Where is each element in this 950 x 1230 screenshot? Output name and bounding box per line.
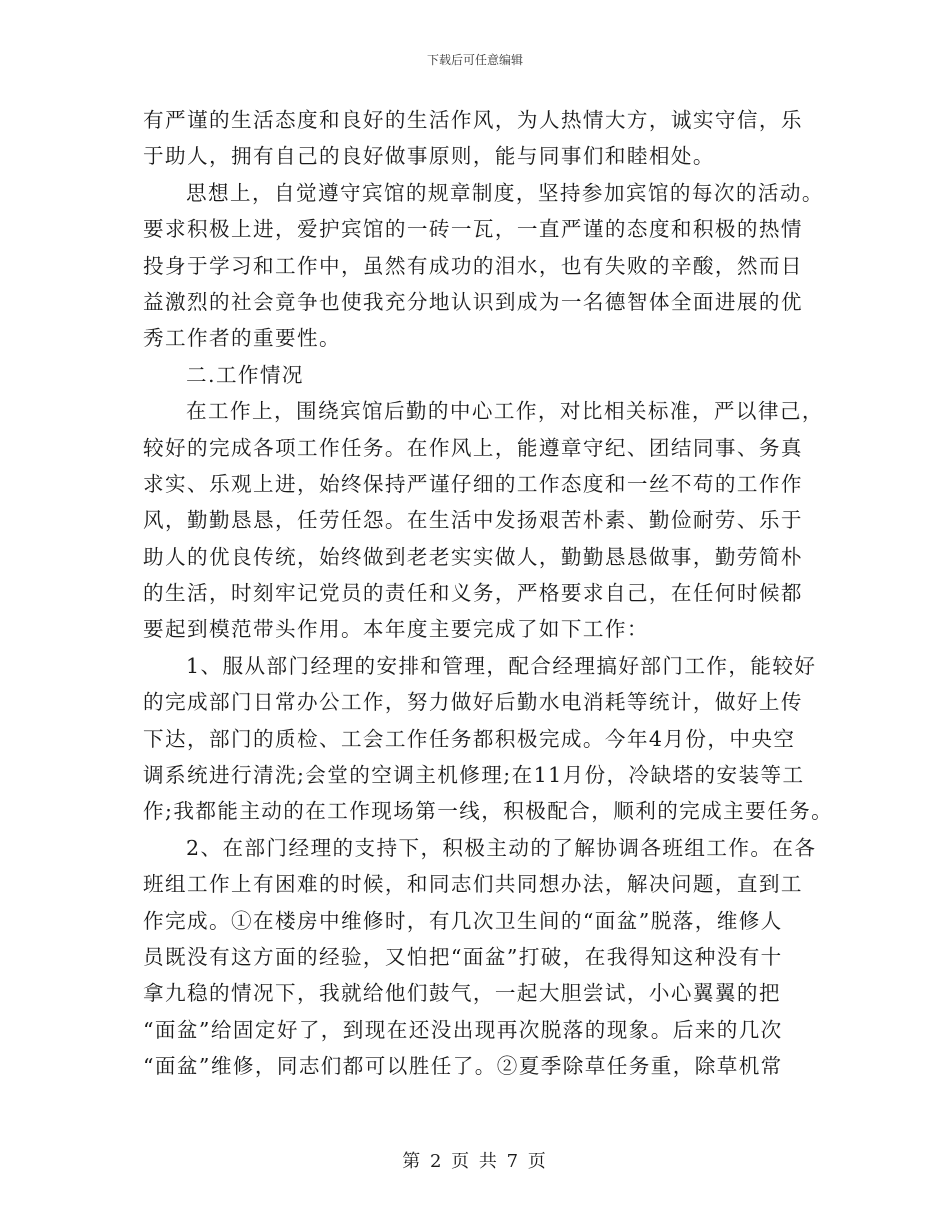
text-line: 秀工作者的重要性。 [143, 326, 341, 351]
text-line: 求实、乐观上进，始终保持严谨仔细的工作态度和一丝不苟的工作作 [143, 471, 803, 496]
text-line: 班组工作上有困难的时候，和同志们共同想办法，解决问题，直到工 [143, 872, 803, 897]
text-line: “面盆”维修，同志们都可以胜任了。②夏季除草任务重，除草机常 [143, 1054, 783, 1079]
text-line: 在工作上，围绕宾馆后勤的中心工作，对比相关标准，严以律己， [186, 399, 824, 424]
text-line: 员既没有这方面的经验，又怕把“面盆”打破，在我得知这种没有十 [143, 944, 783, 969]
text-line: 1、服从部门经理的安排和管理，配合经理搞好部门工作，能较好 [186, 653, 817, 678]
text-line: 作完成。①在楼房中维修时，有几次卫生间的“面盆”脱落，维修人 [143, 908, 783, 933]
page-header: 下载后可任意编辑 [426, 53, 523, 67]
text-line: 思想上，自觉遵守宾馆的规章制度，坚持参加宾馆的每次的活动。 [186, 180, 824, 205]
text-line: 有严谨的生活态度和良好的生活作风，为人热情大方，诚实守信，乐 [143, 108, 803, 132]
text-line: 较好的完成各项工作任务。在作风上，能遵章守纪、团结同事、务真 [143, 435, 803, 460]
text-line: 要求积极上进，爱护宾馆的一砖一瓦，一直严谨的态度和积极的热情 [143, 217, 803, 242]
text-line: 下达，部门的质检、工会工作任务都积极完成。今年4月份，中央空 [143, 726, 796, 751]
text-line: 助人的优良传统，始终做到老老实实做人，勤勤恳恳做事，勤劳简朴 [143, 544, 803, 569]
text-line: “面盆”给固定好了，到现在还没出现再次脱落的现象。后来的几次 [143, 1017, 783, 1042]
page-number: 第 2 页 共 7 页 [402, 1151, 548, 1172]
text-line: 2、在部门经理的支持下，积极主动的了解协调各班组工作。在各 [186, 835, 817, 860]
text-line: 益激烈的社会竟争也使我充分地认识到成为一名德智体全面进展的优 [143, 289, 803, 314]
text-line: 的生活，时刻牢记党员的责任和义务，严格要求自己，在任何时候都 [143, 581, 803, 606]
text-line: 作;我都能主动的在工作现场第一线，积极配合，顺利的完成主要任务。 [143, 799, 834, 824]
text-line: 要起到模范带头作用。本年度主要完成了如下工作： [143, 617, 649, 642]
text-line: 投身于学习和工作中，虽然有成功的泪水，也有失败的辛酸，然而日 [143, 253, 803, 278]
text-line: 风，勤勤恳恳，任劳任怨。在生活中发扬艰苦朴素、勤俭耐劳、乐于 [143, 508, 803, 533]
text-line: 于助人，拥有自己的良好做事原则，能与同事们和睦相处。 [143, 144, 715, 169]
text-line: 调系统进行清洗;会堂的空调主机修理;在11月份，冷缺塔的安装等工 [143, 763, 805, 788]
document-body [143, 102, 834, 1085]
text-line: 二.工作情况 [186, 362, 304, 387]
text-line: 拿九稳的情况下，我就给他们鼓气，一起大胆尝试，小心翼翼的把 [143, 981, 781, 1006]
text-line: 的完成部门日常办公工作，努力做好后勤水电消耗等统计，做好上传 [143, 690, 803, 715]
